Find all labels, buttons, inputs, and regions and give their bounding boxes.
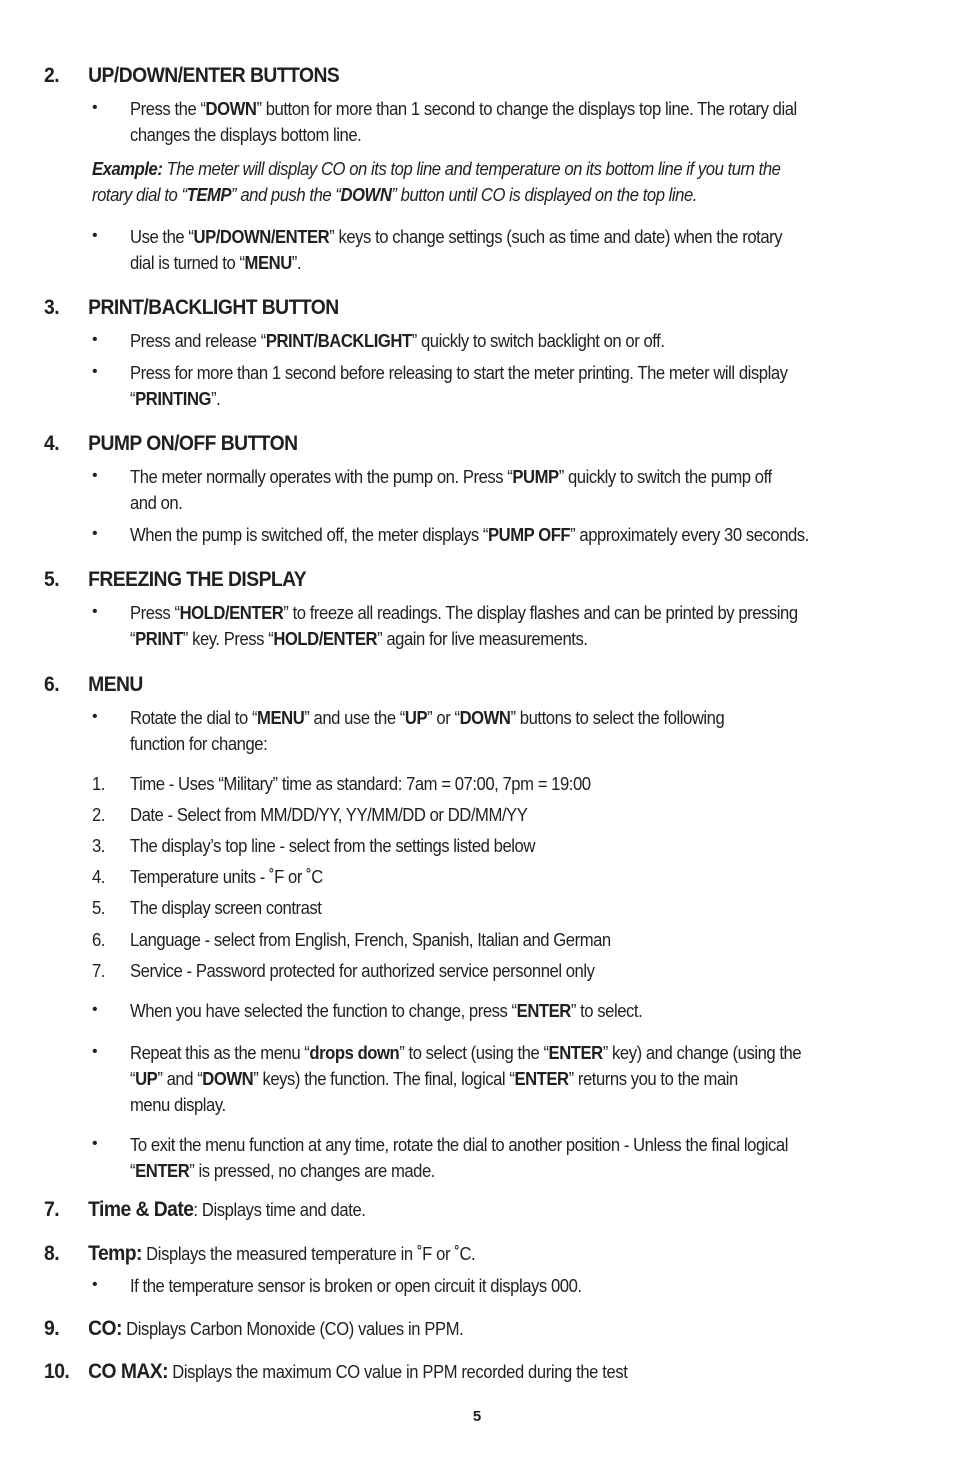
section-number: 8. [44, 1242, 60, 1265]
section-heading-time-date [44, 1198, 366, 1222]
paragraph-line: Repeat this as the menu “drops down” to select (using the “ENTER” key) and change (using the [130, 1042, 802, 1063]
section-heading-freezing [44, 568, 306, 592]
section-heading-co-max [44, 1360, 627, 1384]
list-item: Temperature units - ˚F or ˚C [130, 866, 323, 887]
bullet: • [92, 99, 98, 116]
section-description: Displays the measured temperature in ˚F or ˚C. [141, 1244, 476, 1264]
section-heading-up-down-enter [44, 64, 339, 88]
list-item: Time - Uses “Military” time as standard: 7am = 07:00, 7pm = 19:00 [130, 773, 591, 794]
list-number: 7. [92, 960, 105, 981]
list-number: 6. [92, 929, 105, 950]
section-number: 2. [44, 64, 60, 87]
paragraph-line: To exit the menu function at any time, rotate the dial to another position - Unless the final logical [130, 1134, 788, 1155]
section-title: PUMP ON/OFF BUTTON [88, 432, 298, 455]
bullet: • [92, 1001, 98, 1018]
paragraph-line: menu display. [130, 1094, 226, 1115]
section-heading-pump [44, 432, 298, 456]
paragraph-line: Press the “DOWN” button for more than 1 second to change the displays top line. The rotary dial [130, 98, 797, 119]
paragraph-line: “UP” and “DOWN” keys) the function. The final, logical “ENTER” returns you to the main [130, 1068, 738, 1089]
section-title: FREEZING THE DISPLAY [88, 568, 307, 591]
paragraph-line: Press for more than 1 second before releasing to start the meter printing. The meter will display [130, 362, 788, 383]
paragraph-line: When the pump is switched off, the meter displays “PUMP OFF” approximately every 30 seconds. [130, 524, 809, 545]
section-description: Displays the maximum CO value in PPM recorded during the test [168, 1362, 628, 1382]
paragraph-line: “ENTER” is pressed, no changes are made. [130, 1160, 435, 1181]
bullet: • [92, 708, 98, 725]
bullet: • [92, 467, 98, 484]
list-item: The display screen contrast [130, 897, 322, 918]
section-title: UP/DOWN/ENTER BUTTONS [88, 64, 340, 87]
bullet: • [92, 525, 98, 542]
paragraph-line: “PRINT” key. Press “HOLD/ENTER” again for live measurements. [130, 628, 588, 649]
list-number: 2. [92, 804, 105, 825]
bullet: • [92, 363, 98, 380]
section-description: : Displays time and date. [193, 1200, 366, 1220]
section-number: 6. [44, 673, 60, 696]
list-number: 5. [92, 897, 105, 918]
section-number: 3. [44, 296, 60, 319]
paragraph-line: and on. [130, 492, 183, 513]
section-heading-co [44, 1317, 463, 1341]
paragraph-line: If the temperature sensor is broken or open circuit it displays 000. [130, 1275, 582, 1296]
section-number: 5. [44, 568, 60, 591]
section-title: CO: [88, 1317, 122, 1340]
section-title: Temp: [88, 1242, 142, 1265]
section-number: 9. [44, 1317, 60, 1340]
paragraph-line: dial is turned to “MENU”. [130, 252, 302, 273]
section-heading-menu [44, 673, 143, 697]
section-description: Displays Carbon Monoxide (CO) values in PPM. [121, 1319, 464, 1339]
section-title: CO MAX: [88, 1360, 169, 1383]
list-item: The display’s top line - select from the settings listed below [130, 835, 535, 856]
example-line: rotary dial to “TEMP” and push the “DOWN” button until CO is displayed on the top line. [92, 184, 697, 205]
list-item: Date - Select from MM/DD/YY, YY/MM/DD or DD/MM/YY [130, 804, 528, 825]
list-number: 1. [92, 773, 105, 794]
paragraph-line: Press “HOLD/ENTER” to freeze all readings. The display flashes and can be printed by pressing [130, 602, 798, 623]
paragraph-line: Press and release “PRINT/BACKLIGHT” quickly to switch backlight on or off. [130, 330, 665, 351]
section-title: PRINT/BACKLIGHT BUTTON [88, 296, 339, 319]
page-number: 5 [472, 1408, 482, 1425]
bullet: • [92, 1043, 98, 1060]
paragraph-line: The meter normally operates with the pump on. Press “PUMP” quickly to switch the pump off [130, 466, 772, 487]
list-number: 3. [92, 835, 105, 856]
paragraph-line: function for change: [130, 733, 268, 754]
bullet: • [92, 1135, 98, 1152]
paragraph-line: changes the displays bottom line. [130, 124, 362, 145]
section-title: Time & Date [88, 1198, 194, 1221]
list-item: Language - select from English, French, Spanish, Italian and German [130, 929, 611, 950]
paragraph-line: Use the “UP/DOWN/ENTER” keys to change settings (such as time and date) when the rotary [130, 226, 783, 247]
bullet: • [92, 331, 98, 348]
section-number: 10. [44, 1360, 70, 1383]
section-heading-temp [44, 1242, 475, 1266]
section-number: 4. [44, 432, 60, 455]
paragraph-line: Rotate the dial to “MENU” and use the “UP” or “DOWN” buttons to select the following [130, 707, 725, 728]
paragraph-line: When you have selected the function to change, press “ENTER” to select. [130, 1000, 643, 1021]
bullet: • [92, 227, 98, 244]
bullet: • [92, 1276, 98, 1293]
section-heading-print-backlight [44, 296, 339, 320]
list-item: Service - Password protected for authorized service personnel only [130, 960, 595, 981]
example-line: Example: The meter will display CO on its top line and temperature on its bottom line if you turn the [92, 158, 781, 179]
bullet: • [92, 603, 98, 620]
section-number: 7. [44, 1198, 60, 1221]
list-number: 4. [92, 866, 105, 887]
section-title: MENU [88, 673, 143, 696]
paragraph-line: “PRINTING”. [130, 388, 221, 409]
